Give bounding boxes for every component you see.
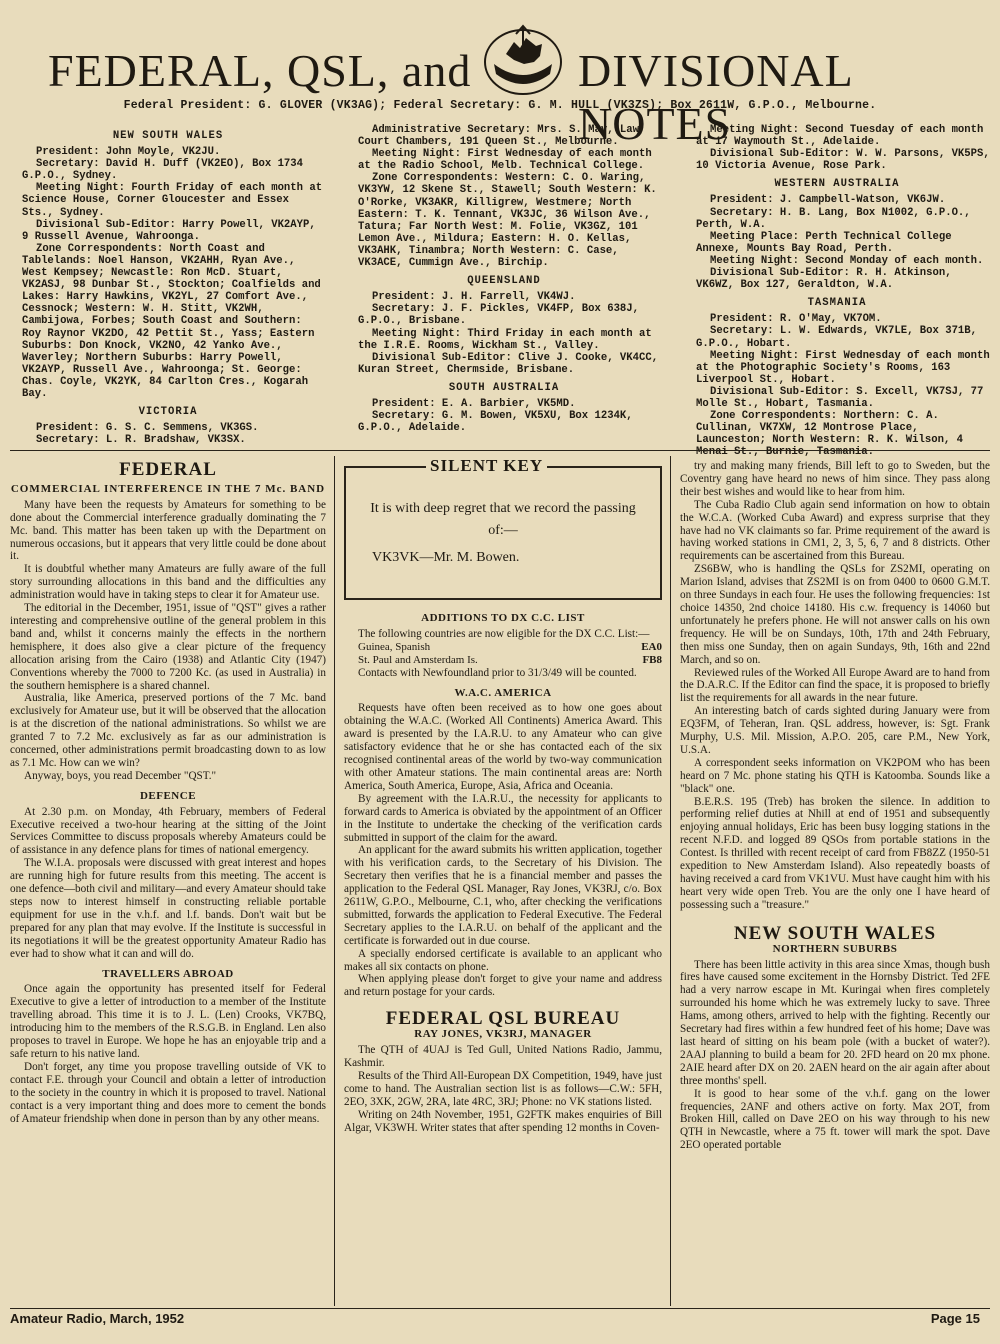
- dxcc-intro: The following countries are now eligible for the DX C.C. List:—: [358, 627, 650, 640]
- federal-column: [10, 460, 326, 1306]
- silent-key-box: [344, 456, 662, 600]
- northern-suburbs-subheading: NORTHERN SUBURBS: [772, 942, 898, 955]
- directory-entry: Secretary: H. B. Lang, Box N1002, G.P.O., Perth, W.A.: [696, 206, 971, 231]
- qsl-bureau-paragraph: Results of the Third All-European DX Competition, 1949, have just come to hand. The Australian section list is as follows—C.W.: 5FH, 2EO, 3XK, 2GW, 2RA, late 4RC, 3RJ; Phone: no VK stations listed.: [344, 1069, 662, 1108]
- qsl-bureau-paragraph: An interesting batch of cards sighted during January were from EQ3FM, of Teheran, Iran. QSL address, however, is: Sgt. Frank Murphy, U.S. Mil. Mission, A.P.O. 205, care P.M., New York, U.S.A.: [680, 705, 990, 756]
- footer-publication: Amateur Radio, March, 1952: [10, 1311, 185, 1326]
- commercial-interference-paragraph: It is doubtful whether many Amateurs are fully aware of the full story surrounding allocations in this band and the difficulties any administration would have in taking steps to clear it for Amateur use.: [10, 563, 326, 602]
- directory-entry: Secretary: David H. Duff (VK2EO), Box 1734 G.P.O., Sydney.: [22, 158, 304, 183]
- wac-subheading: W.A.C. AMERICA: [454, 686, 552, 699]
- dxcc-country: Guinea, Spanish: [358, 640, 431, 653]
- directory-state-heading: SOUTH AUSTRALIA: [448, 381, 560, 394]
- directory-entry: Zone Correspondents: Northern: C. A. Cullinan, VK7XW, 12 Montrose Place, Launceston; North Western: R. K. Wilson, 4 Menai St., Burnie, Tasmania.: [696, 410, 964, 459]
- directory-entry: President: E. A. Barbier, VK5MD.: [372, 397, 576, 410]
- directory-entry: Meeting Night: First Wednesday of each month at the Radio School, Melb. Technical College.: [358, 148, 652, 173]
- directory-entry: Divisional Sub-Editor: S. Excell, VK7SJ, 77 Molle St., Hobart, Tasmania.: [696, 385, 984, 410]
- directory-entry: Secretary: J. F. Pickles, VK4FP, Box 638J, G.P.O., Brisbane.: [358, 303, 640, 328]
- directory-entry: Meeting Place: Perth Technical College Annexe, Mounts Bay Road, Perth.: [696, 230, 952, 255]
- directory-entry: President: J. Campbell-Watson, VK6JW.: [710, 194, 946, 207]
- travellers-paragraph: Once again the opportunity has presented itself for Federal Executive to give a letter of introduction to a member of the Institute travelling abroad. This time it is to J. L. (Len) Crooks, VK7BQ, introducing him to the members of the R.S.G.B. in England. Len also proposes to travel in Europe. We hope he has an enjoyable trip and a safe return to his native land.: [10, 983, 326, 1060]
- directory-state-heading: QUEENSLAND: [467, 275, 541, 288]
- directory-entry: Zone Correspondents: Western: C. O. Waring, VK3YW, 12 Skene St., Stawell; South Western: K. O'Rorke, VK3AKR, Killigrew, Westmere; North Eastern: T. K. Tennant, VK3JC, 36 Wilson Ave., Tatura; Far North West: M. Folie, VK3GZ, 101 Lemon Ave., Mildura; Eastern: H. O. Kellas, VK3AHK, Tinambra; North Western: C. Case, VK3ACE, Cummign Ave., Birchip.: [358, 172, 657, 270]
- directory-entry: Divisional Sub-Editor: W. W. Parsons, VK5PS, 10 Victoria Avenue, Rose Park.: [696, 148, 990, 173]
- dxcc-country: St. Paul and Amsterdam Is.: [358, 653, 478, 666]
- directory-entry: Secretary: G. M. Bowen, VK5XU, Box 1234K, G.P.O., Adelaide.: [358, 410, 633, 435]
- silent-key-title: SILENT KEY: [426, 456, 547, 476]
- wac-paragraph: An applicant for the award submits his written application, together with his verification cards, to the Secretary of his Division. The Secretary then verifies that he is a financial member and passes the application to the Federal QSL Manager, Ray Jones, VK3RJ, c/o. Box 2611W, G.P.O., Melbourne, C.1, who, after checking the verifications submitted, forwards the application to Federal Executive. The Federal Secretary applies to the I.A.R.U. on behalf of the applicant and the certificate is forwarded out in due course.: [344, 844, 662, 947]
- dxcc-prefix: EA0: [641, 640, 662, 653]
- directory-state-heading: TASMANIA: [807, 297, 867, 310]
- directory-entry: Divisional Sub-Editor: Harry Powell, VK2AYP, 9 Russell Avenue, Wahroonga.: [22, 218, 316, 243]
- qsl-bureau-paragraph: ZS6BW, who is handling the QSLs for ZS2MI, operating on Marion Island, advises that ZS2MI is on from 0400 to 0600 G.M.T. on three Sundays in each four. He uses the following frequencies: 1st choice 14350, 2nd choice 14180. His c.w. frequency is 14060 but unfortunately he prefers phone. He will not answer calls on his own frequency. He will be on Sundays, 10th, 17th and 24th February, then miss one Sunday, then on again Sundays, 9th, 16th and 22nd March, and so on.: [680, 563, 990, 666]
- directory-entry: President: J. H. Farrell, VK4WJ.: [372, 291, 576, 304]
- qsl-bureau-paragraph: try and making many friends, Bill left to go to Sweden, but the Coventry gang have heard no news of him since. They pass along their best wishes and would like to hear from him.: [680, 460, 990, 498]
- right-column: [680, 460, 990, 1306]
- dxcc-row: [344, 654, 662, 667]
- wac-paragraph: When applying please don't forget to give your name and address and return postage for your cards.: [344, 973, 662, 999]
- title-right: DIVISIONAL NOTES: [578, 45, 853, 149]
- wac-paragraph: By agreement with the I.A.R.U., the necessity for applicants to forward cards to America is obviated by the appointment of an Officer in the Institute to undertake the checking of the verification cards submitted in support of the claim for the award.: [344, 792, 662, 844]
- wac-paragraph: A specially endorsed certificate is available to an applicant who makes all six contacts on phone.: [344, 947, 662, 973]
- dxcc-table: [344, 641, 662, 667]
- commercial-interference-subheading: COMMERCIAL INTERFERENCE IN THE 7 Mc. BAND: [10, 482, 326, 495]
- qsl-bureau-paragraph: Writing on 24th November, 1951, G2FTK makes enquiries of Bill Algar, VK3WH. Writer states that after spending 12 months in Coven-: [344, 1108, 662, 1134]
- directory-column-2: [346, 124, 662, 446]
- qsl-bureau-manager: RAY JONES, VK3RJ, MANAGER: [414, 1028, 592, 1041]
- directory-entry: Meeting Night: First Wednesday of each month at the Photographic Society's Rooms, 163 Liverpool St., Hobart.: [696, 349, 990, 386]
- directory-state-heading: WESTERN AUSTRALIA: [774, 178, 900, 191]
- directory-entry: Meeting Night: Second Monday of each month.: [710, 254, 984, 267]
- northern-suburbs-paragraph: There has been little activity in this area since Xmas, though bush fires have caused some excitement in the Hornsby District. Ted 2FE had a very narrow escape in Mt. Kuringai when fires completely surrounded his home which he was extremely lucky to save. Three Hams, among others, arrived to help with the fighting. Recently our Secretary had fires within a few hundred feet of his home; Dave was last heard of sitting on his beam pole (with a bucket of water?). 2AAJ planning to build a beam for 20. 2FD heard on 20 mx phone. 2AIE heard after DX on 20. 2AEN heard on the air again after about three months' spell.: [680, 958, 990, 1087]
- silent-key-name: VK3VK—Mr. M. Bowen.: [372, 550, 520, 565]
- directory-state-heading: NEW SOUTH WALES: [112, 130, 224, 142]
- directory-entry: Meeting Night: Second Tuesday of each month at 17 Waymouth St., Adelaide.: [696, 124, 984, 149]
- qsl-bureau-paragraph: B.E.R.S. 195 (Treb) has broken the silence. In addition to performing relief duties at Nhill at end of 1951 and subsequently enjoying annual holidays, Eric has been busy logging stations in the recent N.F.D. and logged 89 QSOs from portable stations in the Contest. Is thrilled with recent receipt of card from FB8ZZ (1950-51 expedition to New Amsterdam Island). Also repeatedly boasts of having received a card from VK1VU. Must have caught him with his heart very wide open Treb. You are the only one I have heard of possessing such a "treasure.": [680, 795, 990, 911]
- northern-suburbs-paragraph: It is good to hear some of the v.h.f. gang on the lower frequencies, 2ANF and others active on forty. Max 2OT, from Broken Hill, called on Dave 2EO on his way through to his new QTH in Newcastle, where a 75 ft. tower will mark the spot. Dave 2EO operated portable: [680, 1087, 990, 1152]
- travellers-paragraph: Don't forget, any time you propose travelling outside of VK to contact F.E. through your Council and obtain a letter of introduction to the society in the country in which it is proposed to travel. National contact is a very important thing and does more to cement the bonds of Amateur friendship when done in person than by any other means.: [10, 1060, 326, 1125]
- federal-heading: FEDERAL: [119, 459, 217, 480]
- directory-entry: Divisional Sub-Editor: R. H. Atkinson, VK6WZ, Box 127, Geraldton, W.A.: [696, 267, 952, 292]
- dxcc-row: [344, 641, 662, 654]
- wac-paragraph: Requests have often been received as to how one goes about obtaining the W.A.C. (Worked All Continents) America Award. This award is presented by the I.A.R.U. to any Amateur who can give satisfactory evidence that he or she has contacted each of the six recognised continental areas of the world by two-way communication with other Amateur stations. The main continental areas are: North America, South America, Europe, Asia, Africa and Oceania.: [344, 702, 662, 792]
- directory-state-heading: VICTORIA: [138, 406, 198, 419]
- directory-entry: Administrative Secretary: Mrs. S. May, Law Court Chambers, 191 Queen St., Melbourne.: [358, 124, 640, 149]
- dxcc-prefix: FB8: [642, 653, 662, 666]
- qsl-bureau-paragraph: A correspondent seeks information on VK2POM who has been heard on 7 Mc. phone stating his QTH is Katoomba. Sounds like a "black" one.: [680, 756, 990, 795]
- silent-key-text: It is with deep regret that we record the passing of:—: [370, 501, 636, 538]
- wia-emblem-icon: [480, 24, 566, 98]
- directory-entry: Meeting Night: Fourth Friday of each month at Science House, Corner Gloucester and Essex Sts., Sydney.: [22, 182, 323, 219]
- commercial-interference-paragraph: The editorial in the December, 1951, issue of "QST" gives a rather interesting and comprehensive outline of the general problem in this band and, whilst it concerns mainly the effects in the northern hemisphere, it does also give a clear picture of the frequency allocation arising from the Cairo (1938) and Atlantic City (1947) Conventions whereby the 7000 to 7200 Kc. (as used in Australia) in the southern hemisphere is a shared channel.: [10, 602, 326, 692]
- dxcc-note: Contacts with Newfoundland prior to 31/3/49 will be counted.: [358, 666, 637, 679]
- directory-entry: Meeting Night: Third Friday in each month at the I.R.E. Rooms, Wickham St., Valley.: [358, 327, 652, 352]
- directory-entry: President: R. O'May, VK7OM.: [710, 313, 882, 326]
- defence-subheading: DEFENCE: [139, 789, 197, 802]
- commercial-interference-paragraph: Anyway, boys, you read December "QST.": [24, 769, 217, 782]
- directory-entry: Secretary: L. W. Edwards, VK7LE, Box 371B, G.P.O., Hobart.: [696, 325, 978, 350]
- footer-page-number: Page 15: [930, 1311, 980, 1326]
- directory-entry: President: G. S. C. Semmens, VK3GS.: [36, 422, 259, 435]
- commercial-interference-paragraph: Many have been the requests by Amateurs for something to be done about the Commercial interference gradually dominating the 7 Mc. band. This matter has been taken up with the Department on numerous occasions, but it appears that very little could be done about it.: [10, 498, 326, 563]
- directory-column-3: [684, 124, 990, 459]
- federal-president-line: Federal President: G. GLOVER (VK3AG); Federal Secretary: G. M. HULL (VK3ZS); Box 2611W, G.P.O., Melbourne.: [123, 99, 877, 112]
- travellers-abroad-subheading: TRAVELLERS ABROAD: [102, 967, 234, 980]
- defence-paragraph: At 2.30 p.m. on Monday, 4th February, members of Federal Executive received a two-hour hearing at the sitting of the Joint Services Committee to discuss proposals whereby Amateurs could be of assistance in any defence plans for times of national emergency.: [10, 805, 326, 857]
- qsl-bureau-heading: FEDERAL QSL BUREAU: [385, 1008, 621, 1030]
- directory-entry: President: John Moyle, VK2JU.: [36, 146, 221, 159]
- defence-paragraph: The W.I.A. proposals were discussed with great interest and hopes are running high for future results from this meeting. The accent is one defence—both civil and military—and every Amateur should take steps now to interest himself in constructing reliable portable equipment for use in the v.h.f. and l.f. bands. Don't wait but be prepared for any plan that may evolve. If the Institute is successful in its negotiations it will be the greatest opportunity Amateur Radio has ever had to show what it can and will do.: [10, 857, 326, 960]
- qsl-bureau-paragraph: The Cuba Radio Club again send information on how to obtain the W.C.A. (Worked Cuba Award) and express surprise that they have had no VK claimants so far. Prime requirement of the award is having worked stations in CM1, 2, 3, 5, 6, 7 and 8 districts. Other requirements can be ascertained from this Bureau.: [680, 498, 990, 563]
- dxcc-subheading: ADDITIONS TO DX C.C. LIST: [421, 612, 585, 624]
- section-divider: [10, 450, 990, 451]
- qsl-bureau-paragraph: The QTH of 4UAJ is Ted Gull, United Nations Radio, Jammu, Kashmir.: [344, 1044, 662, 1069]
- middle-column: [344, 612, 662, 1306]
- directory-entry: Divisional Sub-Editor: Clive J. Cooke, VK4CC, Kuran Street, Chermside, Brisbane.: [358, 351, 659, 376]
- column-rule-2: [670, 456, 671, 1306]
- commercial-interference-paragraph: Australia, like America, preserved portions of the 7 Mc. band exclusively for Amateur use, but it will be observed that the allocation is at the discretion of the national administrations. So whilst we are granted 7 to 7.2 Mc. exclusively as far as our administration is concerned, other administrations permit broadcasting down to as low as 7.1 Mc. How can we win?: [10, 692, 326, 769]
- footer-rule: [10, 1308, 990, 1309]
- directory-column-1: [10, 124, 326, 446]
- nsw-heading: NEW SOUTH WALES: [733, 922, 937, 944]
- column-rule-1: [334, 456, 335, 1306]
- directory-entry: Secretary: L. R. Bradshaw, VK3SX.: [36, 434, 246, 447]
- title-left: FEDERAL, QSL, and: [48, 45, 472, 96]
- directory-entry: Zone Correspondents: North Coast and Tablelands: Noel Hanson, VK2AHH, Ryan Ave., West Kempsey; Newcastle: Ron McD. Stuart, VK2ASJ, 98 Dunbar St., Stockton; Coalfields and Lakes: Harry Hawkins, VK2YL, 27 Comfort Ave., Cessnock; Western: W. H. Stitt, VK2WH, Cambijowa, Forbes; South Coast and Southern: Roy Raynor VK2DO, 42 Pettit St., Yass; Eastern Suburbs: Don Knock, VK2NO, 42 Yanko Ave., Waverley; Northern Suburbs: Harry Powell, VK2AYP, Russell Ave., Wahroonga; St. George: Chas. Coyle, VK2YK, 84 Carlton Cres., Kogarah Bay.: [22, 242, 321, 400]
- qsl-bureau-paragraph: Reviewed rules of the Worked All Europe Award are to hand from the D.A.R.C. If the Editor can find the space, it is proposed to briefly list the requirements for all awards in the near future.: [680, 666, 990, 705]
